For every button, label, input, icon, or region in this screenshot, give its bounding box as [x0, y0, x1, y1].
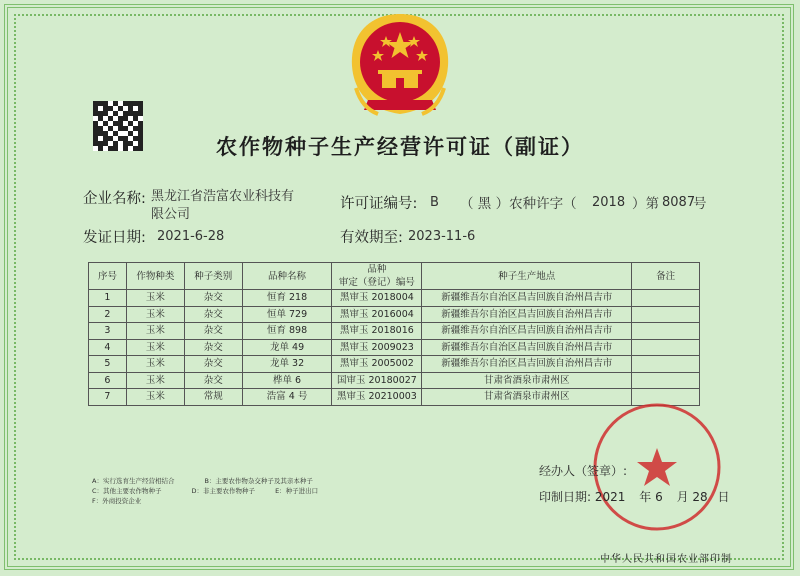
table-row — [89, 356, 700, 373]
cell-seq: 3 — [89, 323, 127, 340]
cell-remarks — [632, 323, 700, 340]
print-date-label: 印制日期: — [539, 490, 592, 504]
header-remarks: 备注 — [632, 263, 700, 290]
company-label: 企业名称: — [83, 191, 146, 207]
header-variety: 品种名称 — [242, 263, 332, 290]
note-e: E：种子进出口 — [275, 487, 319, 495]
category-notes — [92, 476, 318, 506]
cell-crop: 玉米 — [126, 323, 184, 340]
license-no-province: （ 黑 ）农种许字（ — [460, 196, 577, 212]
cell-variety: 恒单 729 — [242, 306, 332, 323]
note-f: F：外商投资企业 — [92, 497, 142, 505]
cell-remarks — [632, 290, 700, 307]
header-crop: 作物种类 — [126, 263, 184, 290]
print-year: 2021 — [594, 490, 626, 504]
valid-until-label: 有效期至: — [340, 230, 403, 246]
cell-location: 甘肃省酒泉市肃州区 — [422, 372, 632, 389]
license-no-category: B — [430, 195, 439, 210]
issue-date: 2021-6-28 — [157, 229, 225, 244]
cell-seq: 7 — [89, 389, 127, 406]
cell-seed-type: 杂交 — [184, 339, 242, 356]
cell-approval: 国审玉 20180027 — [332, 372, 422, 389]
cell-variety: 恒育 218 — [242, 290, 332, 307]
cell-approval: 黑审玉 2005002 — [332, 356, 422, 373]
cell-location: 新疆维吾尔自治区昌吉回族自治州昌吉市 — [422, 306, 632, 323]
notes-line-1 — [92, 476, 318, 486]
cell-seq: 1 — [89, 290, 127, 307]
license-no-number: 8087 — [662, 195, 696, 210]
note-b: B：主要农作物杂交种子及其亲本种子 — [204, 477, 313, 485]
cell-location: 新疆维吾尔自治区昌吉回族自治州昌吉市 — [422, 290, 632, 307]
cell-approval: 黑审玉 2018004 — [332, 290, 422, 307]
cell-location: 新疆维吾尔自治区昌吉回族自治州昌吉市 — [422, 339, 632, 356]
header-approval-line2: 审定（登记）编号 — [338, 277, 415, 288]
cell-variety: 龙单 49 — [242, 339, 332, 356]
cell-crop: 玉米 — [126, 356, 184, 373]
cell-seq: 2 — [89, 306, 127, 323]
print-month: 6 — [655, 490, 663, 504]
cell-variety: 龙单 32 — [242, 356, 332, 373]
cell-seed-type: 杂交 — [184, 323, 242, 340]
seed-variety-table — [88, 262, 700, 406]
cell-variety: 桦单 6 — [242, 372, 332, 389]
print-day: 28 — [692, 490, 708, 504]
cell-remarks — [632, 306, 700, 323]
cell-crop: 玉米 — [126, 290, 184, 307]
cell-approval: 黑审玉 20210003 — [332, 389, 422, 406]
note-a: A：实行选育生产经营相结合 — [92, 477, 175, 485]
header-approval-line1: 品种 — [367, 264, 387, 275]
cell-seed-type: 杂交 — [184, 306, 242, 323]
header-approval — [332, 263, 422, 290]
year-char: 年 — [639, 490, 652, 504]
cell-remarks — [632, 339, 700, 356]
license-no-label: 许可证编号: — [340, 196, 418, 212]
table-row — [89, 306, 700, 323]
header-seed-type: 种子类别 — [184, 263, 242, 290]
company-name: 黑龙江省浩富农业科技有限公司 — [151, 189, 295, 222]
table-row — [89, 290, 700, 307]
cell-seed-type: 杂交 — [184, 356, 242, 373]
valid-until-date: 2023-11-6 — [408, 229, 476, 244]
license-no-mid: ）第 — [632, 196, 659, 212]
cell-seed-type: 杂交 — [184, 372, 242, 389]
national-emblem-icon — [338, 10, 462, 128]
cell-location: 新疆维吾尔自治区昌吉回族自治州昌吉市 — [422, 356, 632, 373]
cell-variety: 恒育 898 — [242, 323, 332, 340]
table-header-row — [89, 263, 700, 290]
cell-remarks — [632, 356, 700, 373]
cell-seq: 4 — [89, 339, 127, 356]
header-seq: 序号 — [89, 263, 127, 290]
document-title: 农作物种子生产经营许可证（副证） — [216, 134, 584, 159]
notes-line-3 — [92, 496, 318, 506]
cell-location: 新疆维吾尔自治区昌吉回族自治州昌吉市 — [422, 323, 632, 340]
cell-crop: 玉米 — [126, 306, 184, 323]
cell-approval: 黑审玉 2016004 — [332, 306, 422, 323]
cell-seed-type: 常规 — [184, 389, 242, 406]
cell-variety: 浩富 4 号 — [242, 389, 332, 406]
notes-line-2 — [92, 486, 318, 496]
note-d: D：非主要农作物种子 — [191, 487, 256, 495]
cell-approval: 黑审玉 2009023 — [332, 339, 422, 356]
cell-approval: 黑审玉 2018016 — [332, 323, 422, 340]
day-char: 日 — [717, 490, 730, 504]
cell-seq: 5 — [89, 356, 127, 373]
table-row — [89, 339, 700, 356]
printer-footer: 中华人民共和国农业部印制 — [600, 554, 732, 565]
cell-seq: 6 — [89, 372, 127, 389]
license-no-year: 2018 — [592, 195, 626, 210]
cell-crop: 玉米 — [126, 372, 184, 389]
handler-signature-label: 经办人（签章）: — [539, 464, 628, 478]
license-no-suffix: 号 — [693, 196, 707, 212]
print-date — [539, 488, 730, 505]
month-char: 月 — [676, 490, 689, 504]
cell-remarks — [632, 372, 700, 389]
note-c: C：其他主要农作物种子 — [92, 487, 162, 495]
cell-seed-type: 杂交 — [184, 290, 242, 307]
issue-date-label: 发证日期: — [83, 230, 146, 246]
table-row — [89, 323, 700, 340]
cell-crop: 玉米 — [126, 389, 184, 406]
cell-crop: 玉米 — [126, 339, 184, 356]
header-location: 种子生产地点 — [422, 263, 632, 290]
table-row — [89, 372, 700, 389]
cell-location: 甘肃省酒泉市肃州区 — [422, 389, 632, 406]
